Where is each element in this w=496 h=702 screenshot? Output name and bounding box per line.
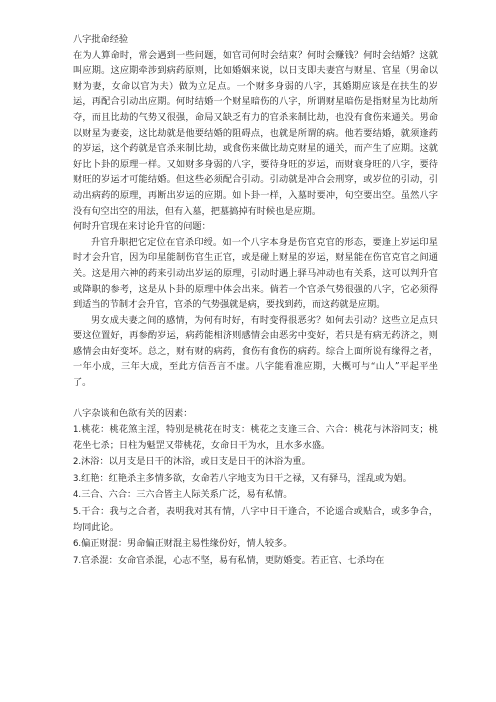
list-item-number: 7. [73,555,82,566]
relationship-paragraph: 男女成夫妻之间的感情，为何有时好，有时变得很恶劣？如何去引动？这些立足点只要这位置好，再参酌岁运，病药能相济则感情会由恶劣中变好，若只是有病无药济之，则感情会由好变坏。总之，财有财的病药，食伤有食伤的病药。综合上面所说有缘得之者，一年小成，三年大成，至此方信吾言不虚。八字能看准应期，大概可与“山人”平起平坐了。 [73,314,438,389]
list-item-number: 5. [73,506,82,517]
list-item-text: 偏正财混：男命偏正财混主易性缘份好，情人较多。 [81,538,293,549]
list-item [73,487,438,504]
list-item [73,422,438,454]
list-item-text: 干合：我与之合者，表明我对其有情，八字中日干逢合，不论遥合或贴合，或多争合，均同此论。 [73,505,438,534]
list-item [73,454,438,471]
list-item-number: 4. [73,490,82,501]
list-item-number: 2. [73,457,82,468]
list-item-text: 沐浴：以月支是日干的沐浴，或日支是日干的沐浴为重。 [81,456,311,468]
promotion-paragraph: 升官升职把它定位在官杀印绶。如一个八字本身是伤官克官的形态，要逢上岁运印星时才会升官，因为印星能制伤官生正官，或是碰上财星的岁运，财星能在伤官克官之间通关。这是用六神的药来引动出岁运的原理，引动时遇上驿马冲动也有关系，这可以判升官或降职的参考，这是从卜卦的原理中体会出来。倘若一个官杀气势很强的八字，它必须得到适当的节制才会升官，官杀的气势强就是病，要找到药，而这药就是应期。 [73,236,438,311]
list-item [73,553,438,570]
list-item-text: 红艳：红艳杀主多情多欲，女命若八字地支为日干之禄，又有驿马，淫乱或为娼。 [81,472,412,484]
document-title: 八字批命经验 [73,34,129,45]
list-item-text: 三合、六合：三六合皆主人际关系广泛，易有私情。 [81,489,293,501]
list-item-number: 1. [73,424,82,435]
intro-paragraph: 在为人算命时，常会遇到一些问题，如官司何时会结束？何时会赚钱？何时会结婚？这就叫应期。这应期牵涉到病药原则，比如婚姻来说，以日支即夫妻宫与财星、官星（男命以财为妻，女命以官为夫）做为立足点。一个财多身弱的八字，其婚期应该是在扶生的岁运，再配合引动出应期。何时结婚一个财星暗伤的八字，所谓财星暗伤是指财星为比劫所夺，而且比劫的气势又很强，命局又缺乏有力的官杀来制比劫，也没有食伤来通关。男命以财星为妻妾，这比劫就是他要结婚的阻碍点，也就是所谓的病。他若要结婚，就须逢药的岁运，这个药就是官杀来制比劫，或食伤来做比劫克财星的通关，而产生了应期。这就好比卜卦的原理一样。又如财多身弱的八字，要待身旺的岁运，而财衰身旺的八字，要待财旺的岁运才可能结婚。但这些必须配合引动。引动就是冲合会刑穿，或岁位的引动，引动出病药的原理，再断出岁运的应期。如卜卦一样，入墓时要冲，旬空要出空。虽然八字没有旬空出空的用法，但有入墓，把墓搞掉有时候也是应期。 [73,49,438,217]
list-item-number: 6. [73,539,82,549]
paragraph-spacer [73,391,438,407]
list-item-text: 桃花：桃花煞主淫，特别是桃花在时支：桃花之支逢三合、六合：桃花与沐浴同支；桃花坐七杀；日柱为魁罡又带桃花，女命日干为水，且水多水盛。 [73,423,438,452]
list-item [73,471,438,488]
list-item [73,536,438,553]
list-item-text: 官杀混：女命官杀混，心志不坚，易有私情，更防婚变。若正官、七杀均在 [81,554,385,566]
list-item-number: 3. [73,473,82,484]
section-heading-desire: 八字杂谈和色欲有关的因素： [73,408,193,420]
section-heading-promotion: 何时升官现在来讨论升官的问题： [73,221,211,233]
list-item [73,504,438,536]
